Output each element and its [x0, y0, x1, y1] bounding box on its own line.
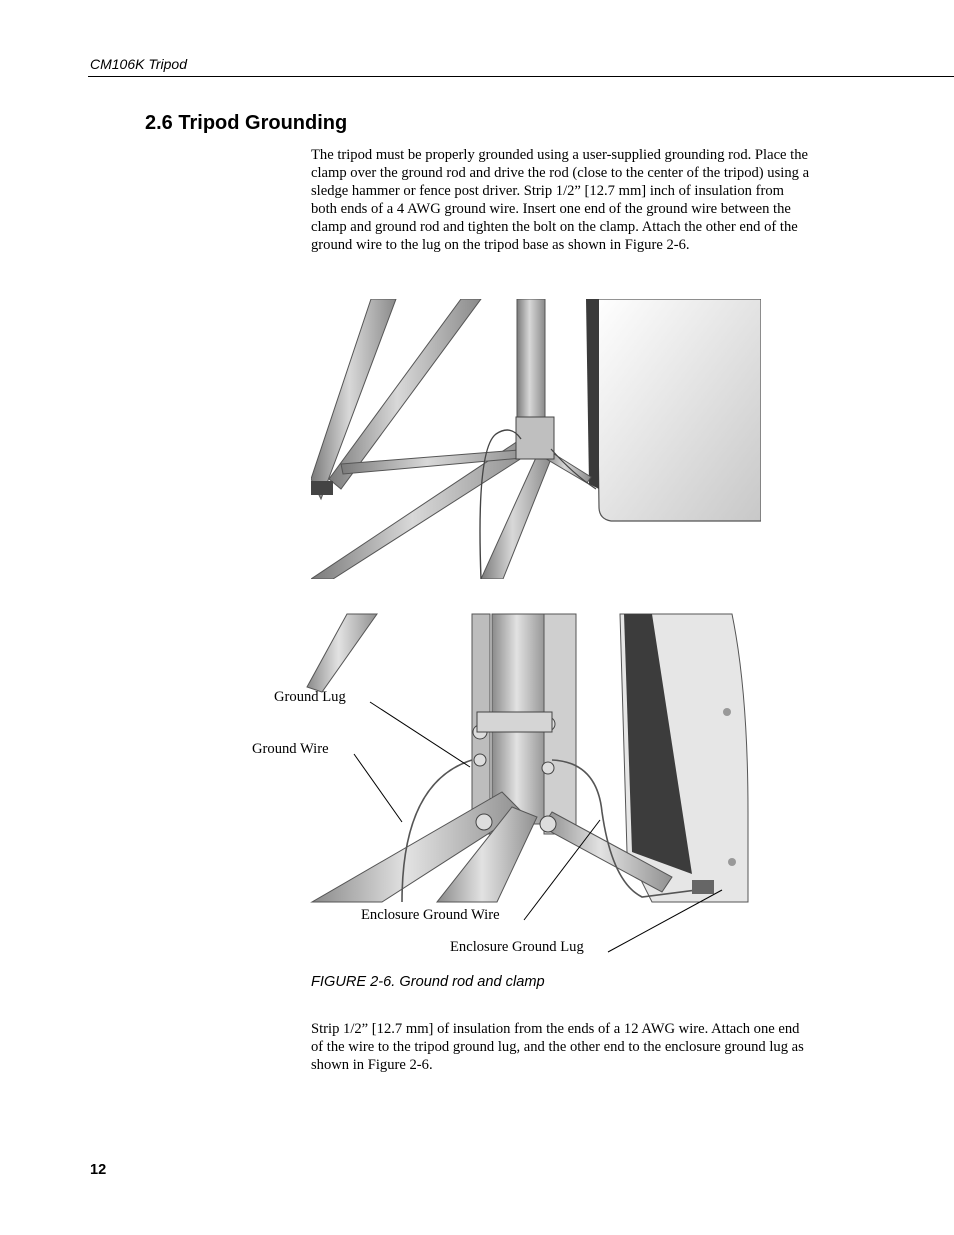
- ground-lug-callout: Ground Lug: [274, 689, 346, 705]
- page-number: 12: [90, 1162, 107, 1178]
- enclosure-ground-lug-callout: Enclosure Ground Lug: [450, 939, 584, 955]
- grounding-instructions-paragraph: The tripod must be properly grounded using a user-supplied grounding rod. Place the clamp over the ground rod and drive the rod (close to the center of the tripod) using a sledge hammer or fence post driver. Strip 1/2” [12.7 mm] inch of insulation from both ends of a 4 AWG ground wire. Insert one end of the ground wire between the clamp and ground rod and tighten the bolt on the clamp. Attach the other end of the ground wire to the lug on the tripod base as shown in Figure 2-6.: [311, 147, 810, 253]
- figure-caption: FIGURE 2-6. Ground rod and clamp: [311, 974, 545, 990]
- enclosure-ground-wire-callout: Enclosure Ground Wire: [361, 907, 500, 923]
- running-header-title: CM106K Tripod: [90, 56, 188, 72]
- ground-lug-closeup-illustration: [252, 612, 752, 957]
- section-heading: 2.6 Tripod Grounding: [145, 112, 348, 134]
- wire-strip-instructions-paragraph: Strip 1/2” [12.7 mm] of insulation from the ends of a 12 AWG wire. Attach one end of the wire to the tripod ground lug, and the other end to the enclosure ground lug as shown in Figure 2-6.: [311, 1021, 804, 1073]
- header-rule: [88, 76, 954, 77]
- ground-wire-callout: Ground Wire: [252, 741, 329, 757]
- tripod-base-illustration: [311, 299, 761, 579]
